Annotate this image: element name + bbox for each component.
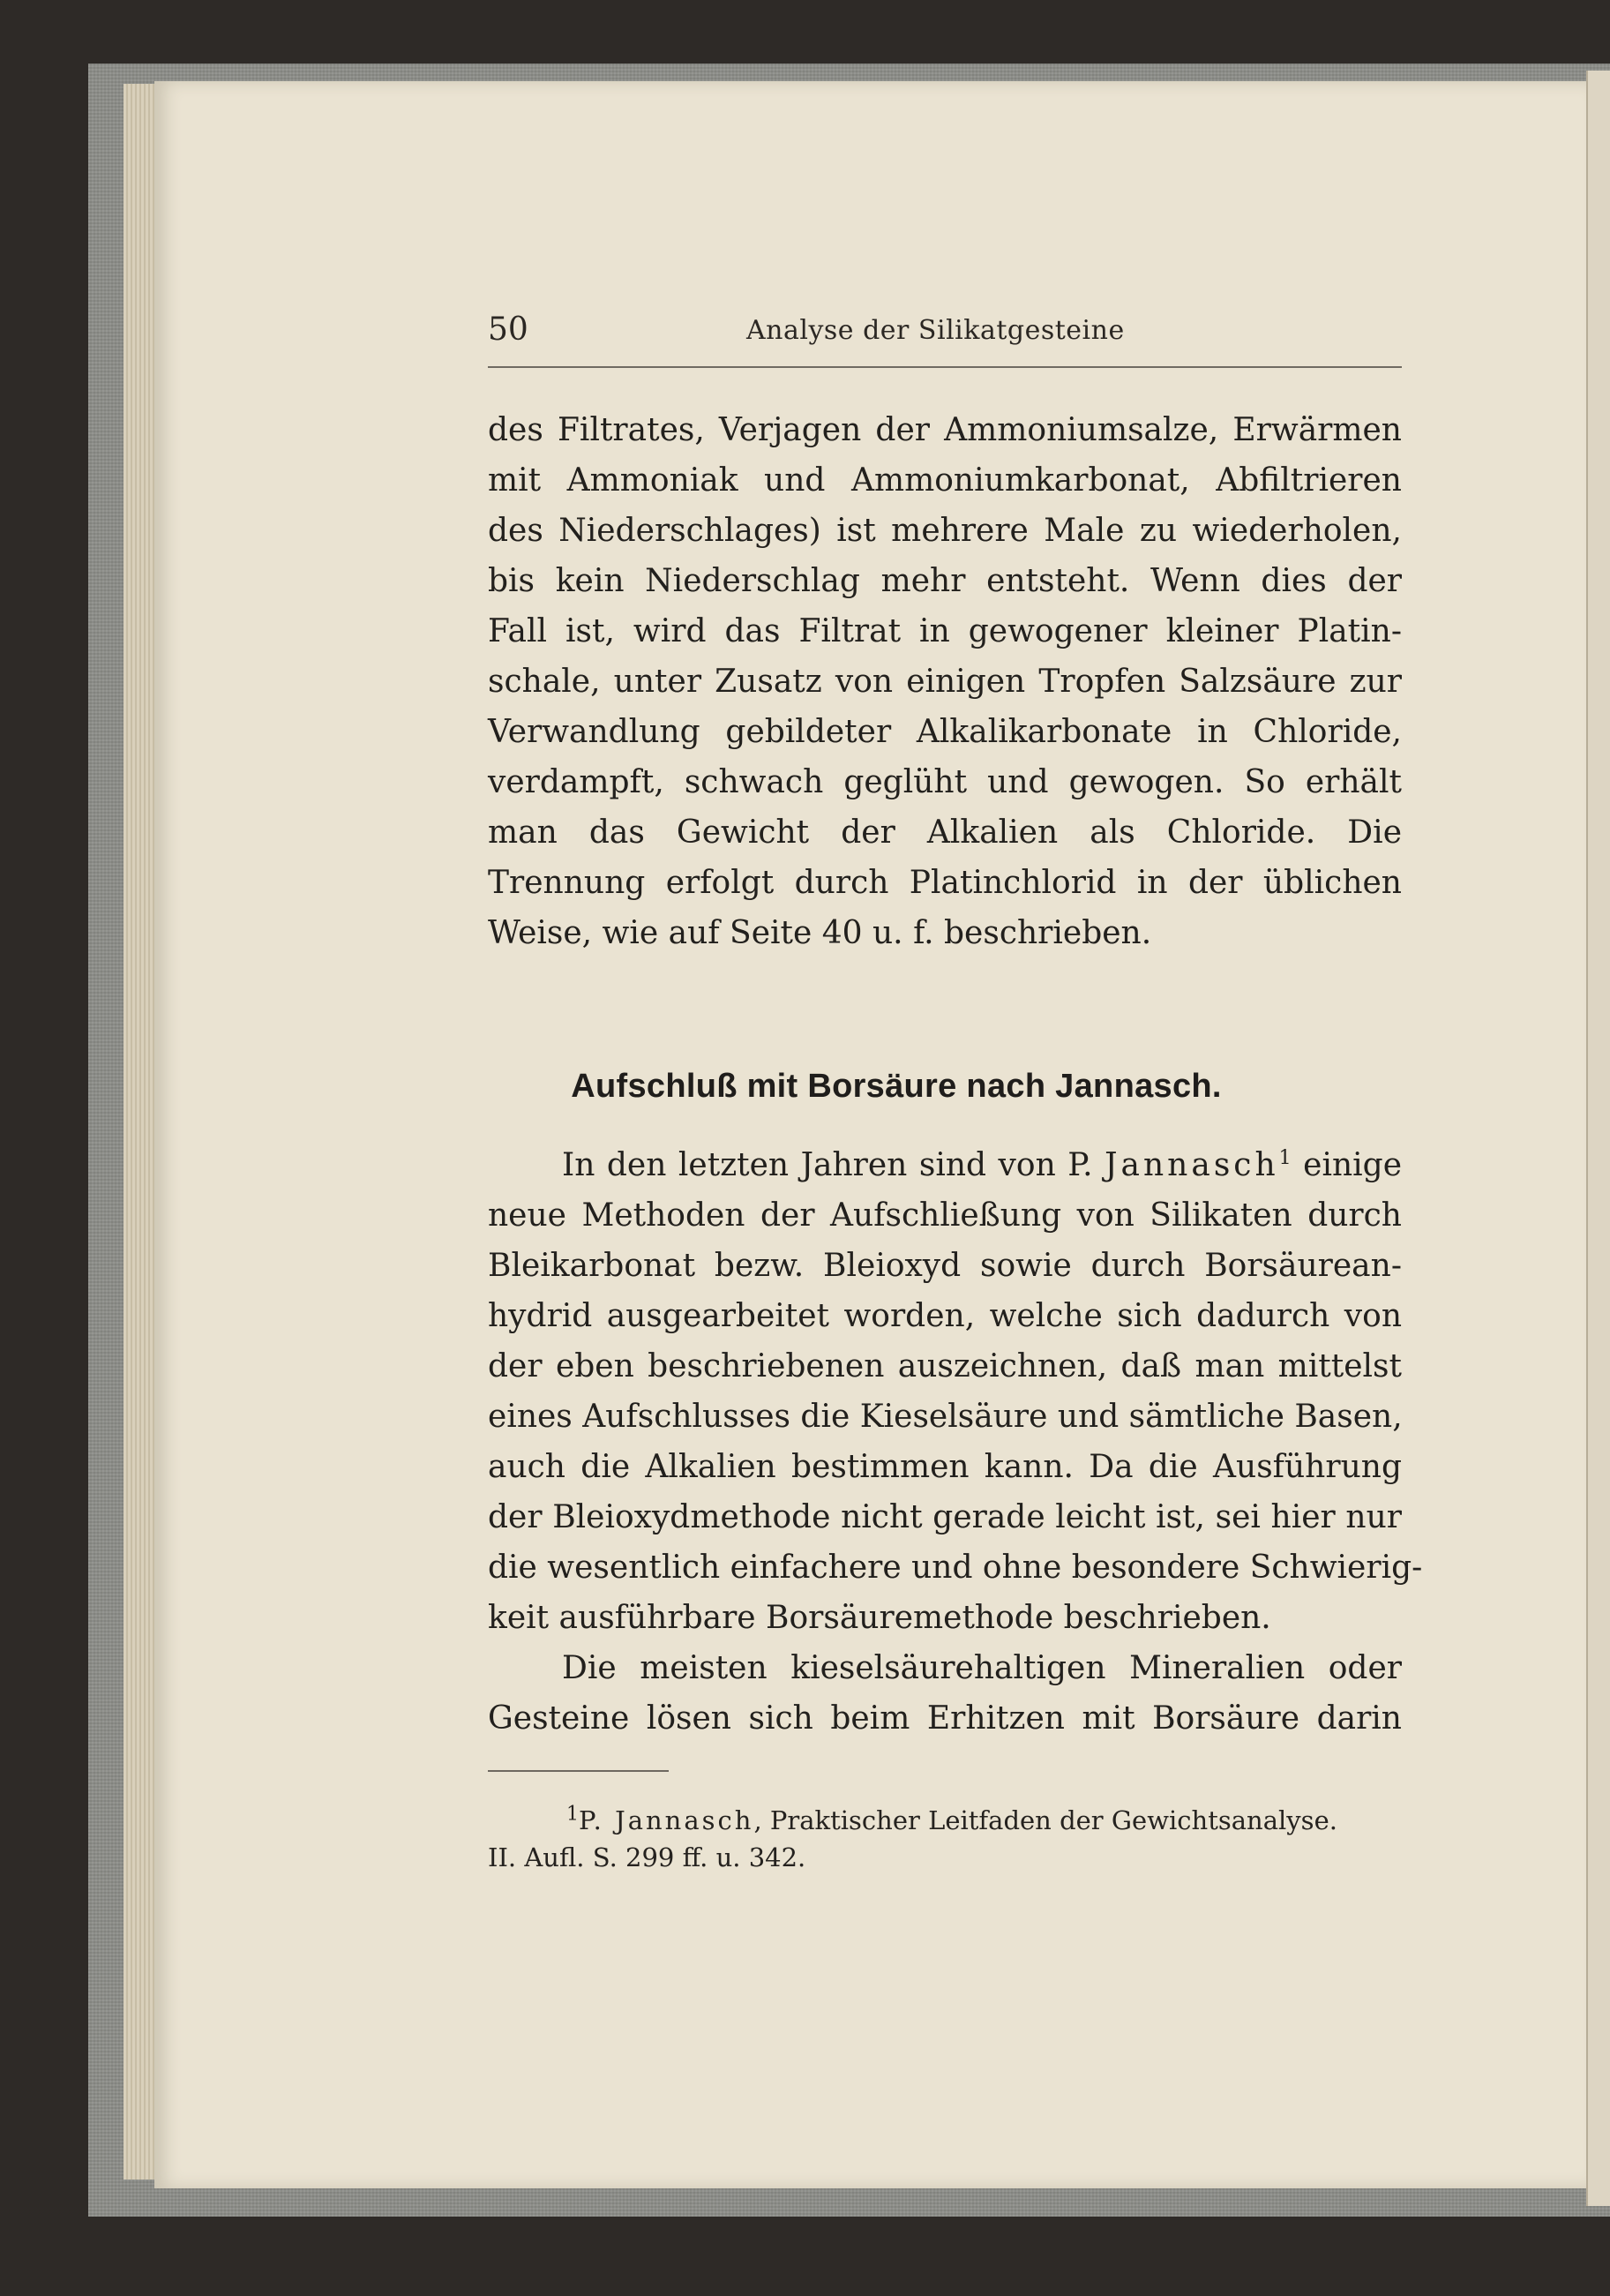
footnote-line: II. Aufl. S. 299 ff. u. 342.	[488, 1842, 806, 1872]
text-line: schale, unter Zusatz von einigen Tropfen Salzsäure zur	[488, 664, 1402, 700]
text-line: Trennung erfolgt durch Platinchlorid in der üblichen	[488, 865, 1402, 901]
text-line: man das Gewicht der Alkalien als Chloride. Die	[488, 814, 1402, 851]
text-line: der eben beschriebenen auszeichnen, daß man mittelst	[488, 1348, 1402, 1384]
opposite-page-edge	[1586, 71, 1610, 2206]
page-number: 50	[488, 311, 528, 348]
text-line: auch die Alkalien bestimmen kann. Da die Ausführung	[488, 1449, 1402, 1485]
text-line: Gesteine lösen sich beim Erhitzen mit Borsäure darin	[488, 1700, 1402, 1737]
text-line: keit ausführbare Borsäuremethode beschrieben.	[488, 1600, 1271, 1636]
text-fragment: In den letzten Jahren sind von P.	[562, 1147, 1105, 1183]
text-line: neue Methoden der Aufschließung von Silikaten durch	[488, 1197, 1402, 1234]
text-line: hydrid ausgearbeitet worden, welche sich dadurch von	[488, 1298, 1402, 1334]
text-line: Verwandlung gebildeter Alkalikarbonate in Chloride,	[488, 714, 1402, 750]
text-line: Die meisten kieselsäurehaltigen Mineralien oder	[562, 1650, 1402, 1686]
text-line: des Filtrates, Verjagen der Ammoniumsalze, Erwärmen	[488, 412, 1402, 448]
footnote-divider	[488, 1770, 669, 1772]
text-line: des Niederschlages) ist mehrere Male zu wiederholen,	[488, 513, 1402, 549]
paragraph-first-line	[562, 1145, 1402, 1185]
text-line: der Bleioxydmethode nicht gerade leicht ist, sei hier nur	[488, 1499, 1402, 1535]
text-line: die wesentlich einfachere und ohne besondere Schwierig-	[488, 1549, 1423, 1586]
running-title: Analyse der Silikatgesteine	[746, 315, 1125, 346]
section-heading: Aufschluß mit Borsäure nach Jannasch.	[571, 1068, 1222, 1105]
text-line: Bleikarbonat bezw. Bleioxyd sowie durch Borsäurean-	[488, 1248, 1402, 1284]
text-line: verdampft, schwach geglüht und gewogen. So erhält	[488, 764, 1402, 800]
book-page	[154, 81, 1588, 2188]
footnote-author: P. Jannasch	[579, 1805, 754, 1835]
text-line: Fall ist, wird das Filtrat in gewogener kleiner Platin-	[488, 613, 1402, 649]
text-line: bis kein Niederschlag mehr entsteht. Wenn dies der	[488, 563, 1402, 599]
text-line: eines Aufschlusses die Kieselsäure und sämtliche Basen,	[488, 1399, 1403, 1435]
spaced-name: Jannasch	[1105, 1147, 1279, 1183]
footnote-marker: 1	[566, 1803, 579, 1826]
running-head	[488, 311, 1402, 368]
footnote-line	[566, 1802, 1337, 1839]
footnote-text: , Praktischer Leitfaden der Gewichtsanalyse.	[753, 1805, 1337, 1835]
text-fragment: einige	[1291, 1147, 1403, 1183]
footnote-marker: 1	[1278, 1147, 1292, 1169]
text-line: mit Ammoniak und Ammoniumkarbonat, Abfiltrieren	[488, 462, 1402, 499]
text-line: Weise, wie auf Seite 40 u. f. beschrieben.	[488, 915, 1152, 951]
